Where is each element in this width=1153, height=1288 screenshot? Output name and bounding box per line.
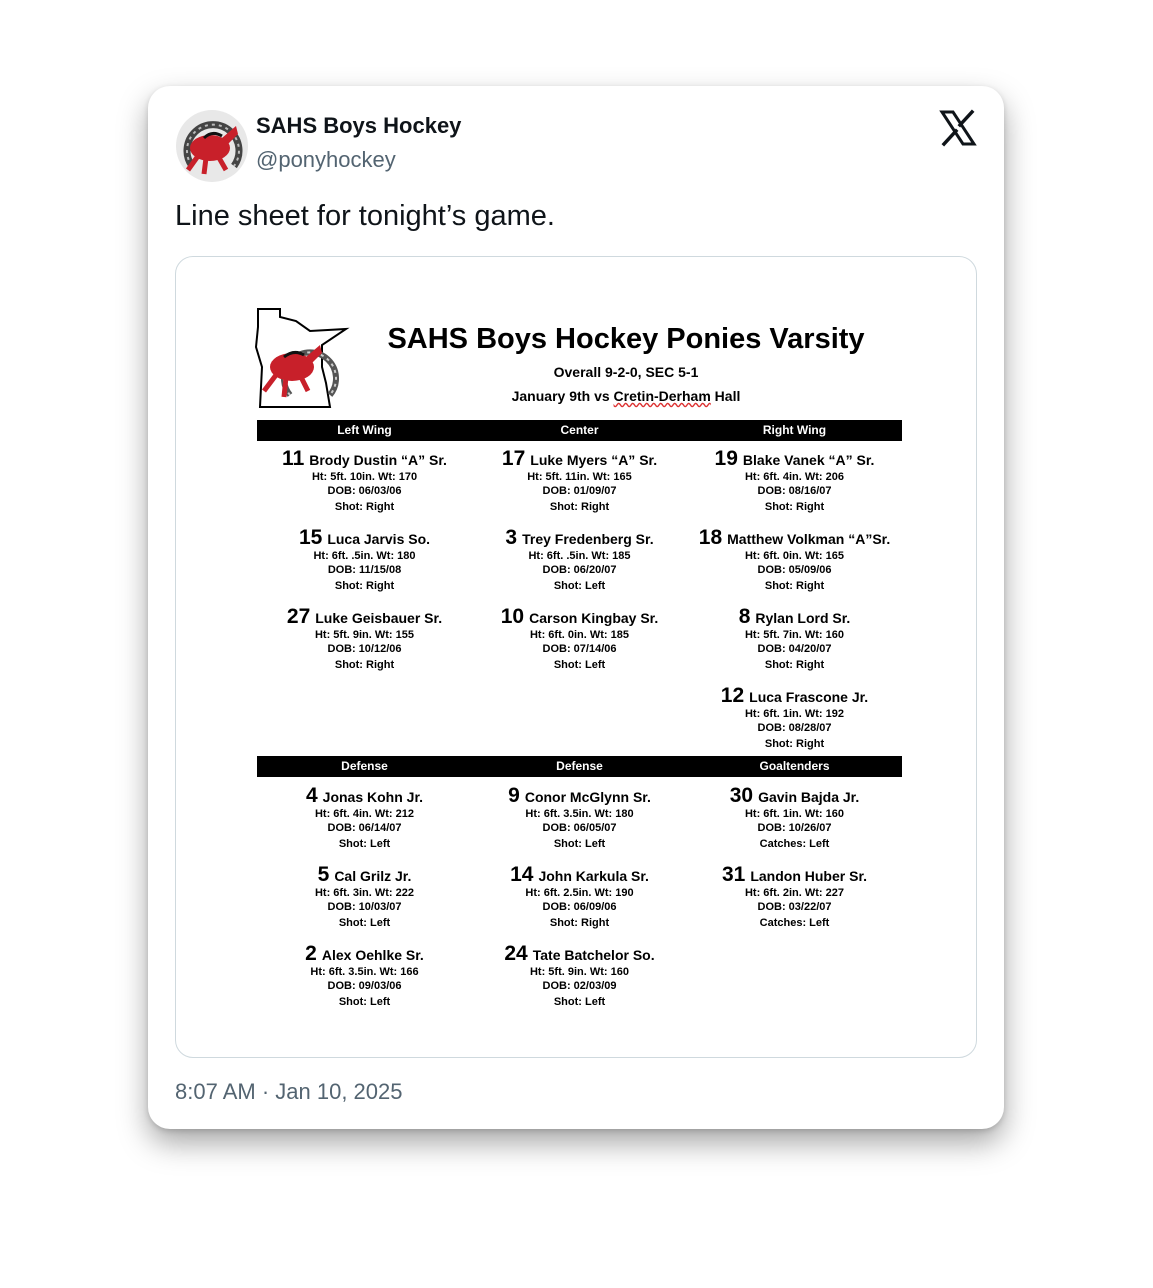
player-number: 31 <box>721 863 746 886</box>
player-number: 17 <box>501 447 526 470</box>
player-dob: DOB: 10/12/06 <box>327 643 402 655</box>
header-defense-1: Defense <box>341 759 388 773</box>
player-name: Trey Fredenberg Sr. <box>522 531 654 547</box>
player-entry <box>472 786 687 851</box>
line-sheet-image[interactable] <box>175 256 977 1058</box>
player-shot: Shot: Left <box>553 996 606 1008</box>
player-header <box>257 607 472 628</box>
player-header <box>472 786 687 807</box>
player-entry <box>257 944 472 1009</box>
player-number: 10 <box>500 605 525 628</box>
player-entry <box>687 528 902 593</box>
player-entry <box>257 449 472 514</box>
player-name: Landon Huber Sr. <box>750 868 868 884</box>
player-entry <box>472 607 687 672</box>
player-height-weight: Ht: 5ft. 9in. Wt: 155 <box>314 629 414 641</box>
player-entry <box>257 865 472 930</box>
player-entry <box>687 686 902 751</box>
header-goaltenders: Goaltenders <box>759 759 830 773</box>
player-entry <box>687 865 902 930</box>
player-height-weight: Ht: 6ft. 0in. Wt: 165 <box>744 550 844 562</box>
player-number: 12 <box>720 684 745 707</box>
player-height-weight: Ht: 6ft. 1in. Wt: 192 <box>744 708 844 720</box>
player-height-weight: Ht: 6ft. 4in. Wt: 206 <box>744 471 844 483</box>
player-header <box>687 607 902 628</box>
pony-horseshoe-logo-icon[interactable] <box>174 108 250 184</box>
player-number: 19 <box>714 447 738 470</box>
player-entry <box>687 607 902 672</box>
player-header <box>472 865 687 886</box>
player-height-weight: Ht: 6ft. 2.5in. Wt: 190 <box>525 887 634 899</box>
player-number: 4 <box>305 784 318 807</box>
player-entry <box>472 449 687 514</box>
player-name: Matthew Volkman “A”Sr. <box>727 531 891 547</box>
display-name[interactable]: SAHS Boys Hockey <box>256 113 462 138</box>
player-shot: Shot: Right <box>334 501 395 513</box>
tweet-text: Line sheet for tonight’s game. <box>175 200 555 232</box>
player-height-weight: Ht: 5ft. 11in. Wt: 165 <box>527 471 632 483</box>
player-shot: Shot: Left <box>338 917 391 929</box>
player-header <box>687 686 902 707</box>
player-number: 30 <box>729 784 754 807</box>
player-dob: DOB: 10/03/07 <box>327 901 402 913</box>
player-height-weight: Ht: 5ft. 9in. Wt: 160 <box>529 966 629 978</box>
player-number: 15 <box>298 526 323 549</box>
player-number: 8 <box>738 605 751 628</box>
player-number: 9 <box>508 784 520 807</box>
player-dob: DOB: 02/03/09 <box>542 980 617 992</box>
player-number: 24 <box>504 942 528 965</box>
player-header <box>472 944 687 965</box>
player-dob: DOB: 08/28/07 <box>757 722 832 734</box>
defense-header-bar <box>257 756 902 777</box>
header-left-wing: Left Wing <box>337 423 392 437</box>
player-name: Luca Frascone Jr. <box>749 689 869 705</box>
user-handle[interactable]: @ponyhockey <box>256 147 396 172</box>
player-name: Cal Grilz Jr. <box>334 868 412 884</box>
player-dob: DOB: 06/03/06 <box>327 485 402 497</box>
player-shot: Shot: Right <box>764 659 825 671</box>
x-logo-icon[interactable] <box>938 108 978 148</box>
header-defense-2: Defense <box>556 759 603 773</box>
player-dob: DOB: 08/16/07 <box>757 485 832 497</box>
player-name: Brody Dustin “A” Sr. <box>309 452 447 468</box>
player-height-weight: Ht: 5ft. 7in. Wt: 160 <box>744 629 844 641</box>
player-shot: Shot: Right <box>764 738 825 750</box>
player-number: 11 <box>282 447 305 470</box>
player-number: 5 <box>317 863 330 886</box>
player-name: Luke Geisbauer Sr. <box>315 610 443 626</box>
date-prefix: January 9th vs <box>511 388 614 404</box>
player-entry <box>257 786 472 851</box>
player-shot: Shot: Right <box>764 580 825 592</box>
player-name: Alex Oehlke Sr. <box>321 947 424 963</box>
player-header <box>257 865 472 886</box>
player-header <box>257 944 472 965</box>
player-dob: DOB: 06/14/07 <box>327 822 402 834</box>
tweet-card <box>148 86 1004 1129</box>
opponent-suffix: Hall <box>710 388 741 404</box>
player-shot: Shot: Right <box>549 917 610 929</box>
player-height-weight: Ht: 6ft. .5in. Wt: 185 <box>528 550 631 562</box>
player-shot: Shot: Left <box>338 838 391 850</box>
sheet-record: Overall 9-2-0, SEC 5-1 <box>553 364 699 380</box>
player-number: 2 <box>305 942 317 965</box>
player-shot: Shot: Left <box>553 580 606 592</box>
player-header <box>257 449 472 470</box>
player-height-weight: Ht: 6ft. 1in. Wt: 160 <box>744 808 844 820</box>
player-entry <box>687 786 902 851</box>
player-header <box>687 786 902 807</box>
player-height-weight: Ht: 6ft. 2in. Wt: 227 <box>744 887 844 899</box>
player-header <box>687 449 902 470</box>
player-height-weight: Ht: 6ft. 3in. Wt: 222 <box>314 887 414 899</box>
minnesota-pony-logo-icon <box>250 307 350 417</box>
player-number: 3 <box>505 526 518 549</box>
player-shot: Shot: Left <box>338 996 391 1008</box>
player-shot: Shot: Right <box>764 501 825 513</box>
player-dob: DOB: 01/09/07 <box>542 485 617 497</box>
player-entry <box>472 528 687 593</box>
player-header <box>472 528 687 549</box>
player-name: Carson Kingbay Sr. <box>529 610 659 626</box>
player-height-weight: Ht: 6ft. 3.5in. Wt: 180 <box>525 808 634 820</box>
player-dob: DOB: 04/20/07 <box>757 643 832 655</box>
forwards-header-bar <box>257 420 902 441</box>
sheet-date <box>356 388 896 404</box>
player-header <box>687 528 902 549</box>
player-shot: Shot: Right <box>334 580 395 592</box>
player-dob: DOB: 03/22/07 <box>757 901 832 913</box>
player-header <box>257 528 472 549</box>
player-shot: Catches: Left <box>759 917 830 929</box>
player-shot: Shot: Left <box>553 659 606 671</box>
player-dob: DOB: 10/26/07 <box>757 822 832 834</box>
opponent-name: Cretin-Derham <box>613 388 711 404</box>
player-header <box>257 786 472 807</box>
player-header <box>472 449 687 470</box>
player-entry <box>472 944 687 1009</box>
player-height-weight: Ht: 6ft. .5in. Wt: 180 <box>313 550 416 562</box>
player-height-weight: Ht: 6ft. 0in. Wt: 185 <box>529 629 629 641</box>
player-shot: Catches: Left <box>759 838 830 850</box>
player-entry <box>257 607 472 672</box>
player-name: Luke Myers “A” Sr. <box>530 452 658 468</box>
player-number: 14 <box>510 863 534 886</box>
player-name: Gavin Bajda Jr. <box>758 789 860 805</box>
player-dob: DOB: 05/09/06 <box>757 564 832 576</box>
sheet-title: SAHS Boys Hockey Ponies Varsity <box>387 323 865 355</box>
player-dob: DOB: 06/20/07 <box>542 564 617 576</box>
header-right-wing: Right Wing <box>762 423 827 437</box>
player-header <box>472 607 687 628</box>
player-entry <box>472 865 687 930</box>
player-name: Blake Vanek “A” Sr. <box>742 452 875 468</box>
player-dob: DOB: 07/14/06 <box>542 643 617 655</box>
player-name: Tate Batchelor So. <box>532 947 655 963</box>
player-dob: DOB: 11/15/08 <box>327 564 402 576</box>
player-dob: DOB: 06/09/06 <box>542 901 617 913</box>
tweet-timestamp[interactable]: 8:07 AM · Jan 10, 2025 <box>175 1079 403 1104</box>
player-number: 27 <box>286 605 311 628</box>
player-height-weight: Ht: 6ft. 3.5in. Wt: 166 <box>310 966 419 978</box>
player-name: Luca Jarvis So. <box>327 531 431 547</box>
player-dob: DOB: 06/05/07 <box>542 822 617 834</box>
player-shot: Shot: Right <box>549 501 610 513</box>
player-name: Rylan Lord Sr. <box>755 610 851 626</box>
player-height-weight: Ht: 6ft. 4in. Wt: 212 <box>314 808 414 820</box>
player-header <box>687 865 902 886</box>
player-height-weight: Ht: 5ft. 10in. Wt: 170 <box>311 471 418 483</box>
player-entry <box>257 528 472 593</box>
player-number: 18 <box>698 526 723 549</box>
player-name: John Karkula Sr. <box>538 868 649 884</box>
player-shot: Shot: Left <box>553 838 606 850</box>
player-entry <box>687 449 902 514</box>
player-name: Conor McGlynn Sr. <box>524 789 651 805</box>
player-dob: DOB: 09/03/06 <box>327 980 402 992</box>
header-center: Center <box>560 423 599 437</box>
player-name: Jonas Kohn Jr. <box>322 789 424 805</box>
player-shot: Shot: Right <box>334 659 395 671</box>
